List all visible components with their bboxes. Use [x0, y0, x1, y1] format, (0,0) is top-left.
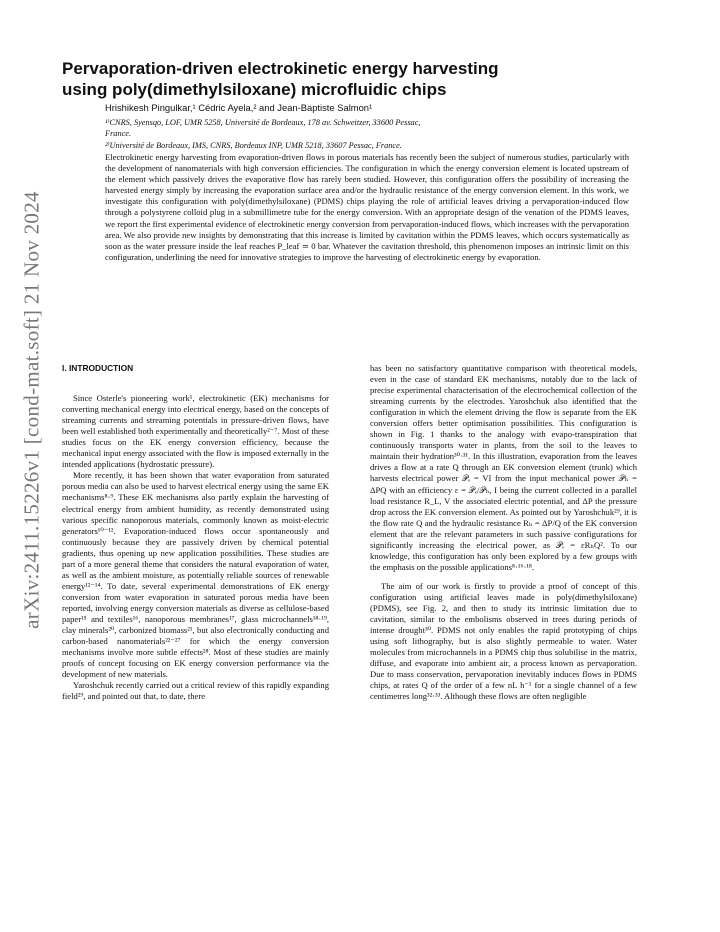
right-column	[370, 363, 637, 702]
abstract: Electrokinetic energy harvesting from evaporation-driven flows in porous materials has recently been the subject of numerous studies, particularly with the development of nanomaterials with high conversion efficiencies. The configuration in which the energy conversion element is located upstream of the element which passively drives the evaporative flow has rarely been studied. However, this configuration offers the possibility of increasing the harvested energy simply by increasing the evaporation surface area and/or the hydraulic resistance of the energy conversion element. In this work, we investigate this configuration with poly(dimethylsiloxane) (PDMS) chips playing the role of artificial leaves driving a pervaporation-induced flow through a polystyrene colloid plug in a submillimetre tube for the energy conversion. With an appropriate design of the venation of the PDMS leaves, we report the first experimental evidence of electrokinetic energy conversion from pervaporation-induced flows, which increases with the pervaporation area. We also provide new insights by demonstrating that this increase is limited by cavitation within the PDMS leaves, which occurs systematically as soon as the water pressure inside the leaf reaches P_leaf ≃ 0 bar. Whatever the cavitation threshold, this phenomenon imposes an intrinsic limit on this configuration, underlining the need for innovative strategies to improve the harvesting of electrokinetic energy by evaporation.	[105, 152, 629, 262]
paragraph: The aim of our work is firstly to provide a proof of concept of this configuration using artificial leaves made in poly(dimethylsiloxane) (PDMS), see Fig. 2, and then to study its intrinsic limitation due to cavitation, similar to the embolisms observed in trees during periods of intense drought³⁰. PDMS not only enables the rapid prototyping of chips using soft lithography, but is also slightly permeable to water. Water molecules from microchannels in a PDMS chip thus solubilise in the matrix, diffuse, and evaporate into ambient air, a process known as pervaporation. Due to mass conservation, pervaporation inevitably induces flows in PDMS chips, at rates Q of the order of a few nL h⁻¹ for a single channel of a few centimetres long³²·³³. Although these flows are often negligible	[370, 580, 637, 702]
section-heading: I. INTRODUCTION	[62, 363, 134, 373]
affiliation-2: ²⁾Université de Bordeaux, IMS, CNRS, Bordeaux INP, UMR 5218, 33607 Pessac, France.	[105, 141, 402, 150]
left-column	[62, 363, 329, 702]
affiliation-1-line-1: ¹⁾CNRS, Syensqo, LOF, UMR 5258, Université de Bordeaux, 178 av. Schweitzer, 33600 Pessac,	[105, 118, 421, 127]
paragraph: has been no satisfactory quantitative comparison with theoretical models, even in the case of standard EK mechanisms, notably due to the lack of precise experimental characterisation of the electrochemical collection of the streaming currents by the electrodes. Yaroshchuk also identified that the configuration in which the element driving the flow is separate from the EK conversion offers better optimisation possibilities. This configuration is shown in Fig. 1 thanks to the analogy with evapo-transpiration that continuously transports water in plants, from the soil to the leaves to maintain their hydration³⁰·³¹. In this illustration, evaporation from the leaves drives a flow at a rate Q through an EK conversion element (trunk) which harvests electrical power 𝒫ₑ = VI from the input mechanical power 𝒫ₕ = ΔPQ with an efficiency ε = 𝒫ₑ/𝒫ₕ, I being the current collected in a parallel load resistance R_L, V the associated electric potential, and ΔP the pressure drop across the EK conversion element. As pointed out by Yaroshchuk²⁹, it is the flow rate Q and the hydraulic resistance Rₕ = ΔP/Q of the EK conversion element that are the relevant parameters in such passive configurations for significantly increasing the electrical power, as 𝒫ₑ = εRₕQ². To our knowledge, this configuration has only been explored by a few groups with the emphasis on the possible applications⁸·¹⁶·¹⁸.	[370, 363, 637, 572]
arxiv-sidebar	[6, 191, 58, 629]
affiliation-1-line-2: France.	[105, 129, 132, 138]
paper-title	[62, 58, 622, 100]
paragraph: Yaroshchuk recently carried out a critical review of this rapidly expanding field²⁹, and pointed out that, to date, there	[62, 680, 329, 702]
paragraph: Since Osterle's pioneering work¹, electrokinetic (EK) mechanisms for converting mechanical energy into electrical energy, based on the concepts of streaming currents and streaming potentials in pressure-driven flows, have been well established both experimentally and theoretically²⁻⁷. Most of these studies focus on the EK energy conversion efficiency, because the mechanical input energy associated with the flow is imposed externally in the intended applications (hydrostatic pressure).	[62, 393, 329, 470]
affiliation-1	[105, 117, 625, 139]
title-line-1: Pervaporation-driven electrokinetic energy harvesting	[62, 59, 499, 78]
arxiv-identifier: arXiv:2411.15226v1 [cond-mat.soft] 21 Nov 2024	[19, 191, 44, 629]
author-list: Hrishikesh Pingulkar,¹ Cédric Ayela,² and Jean-Baptiste Salmon¹	[105, 102, 373, 113]
title-line-2: using poly(dimethylsiloxane) microfluidic chips	[62, 80, 447, 99]
paragraph: More recently, it has been shown that water evaporation from saturated porous media can also be used to harvest electrical energy using the same EK mechanisms⁸·⁹. These EK mechanisms also partly explain the harvesting of electrical energy from ambient humidity, as recently demonstrated using various specific nanoporous materials, commonly known as moist-electric generators¹⁰⁻¹². Evaporation-induced flows occur spontaneously and continuously because they are passively driven by chemical potential gradients, thus opening up new application possibilities. These studies are part of a more general theme that considers the natural evaporation of water, as well as the ambient moisture, as potentially reliable sources of renewable energy¹²⁻¹⁴. To date, several experimental demonstrations of EK energy conversion from water evaporation in saturated porous media have been reported, involving energy conversion materials as diverse as cellulose-based paper¹⁵ and textiles¹⁶, nanoporous membranes¹⁷, glass microchannels¹⁸·¹⁹, clay minerals²⁰, carbonized biomass²¹, but also electronically conducting and carbon-based nanomaterials²²⁻²⁷ for which the energy conversion mechanisms involve more subtle effects²⁸. Most of these studies are mainly proofs of concept focusing on EK energy conversion performance via the development of new materials.	[62, 470, 329, 680]
